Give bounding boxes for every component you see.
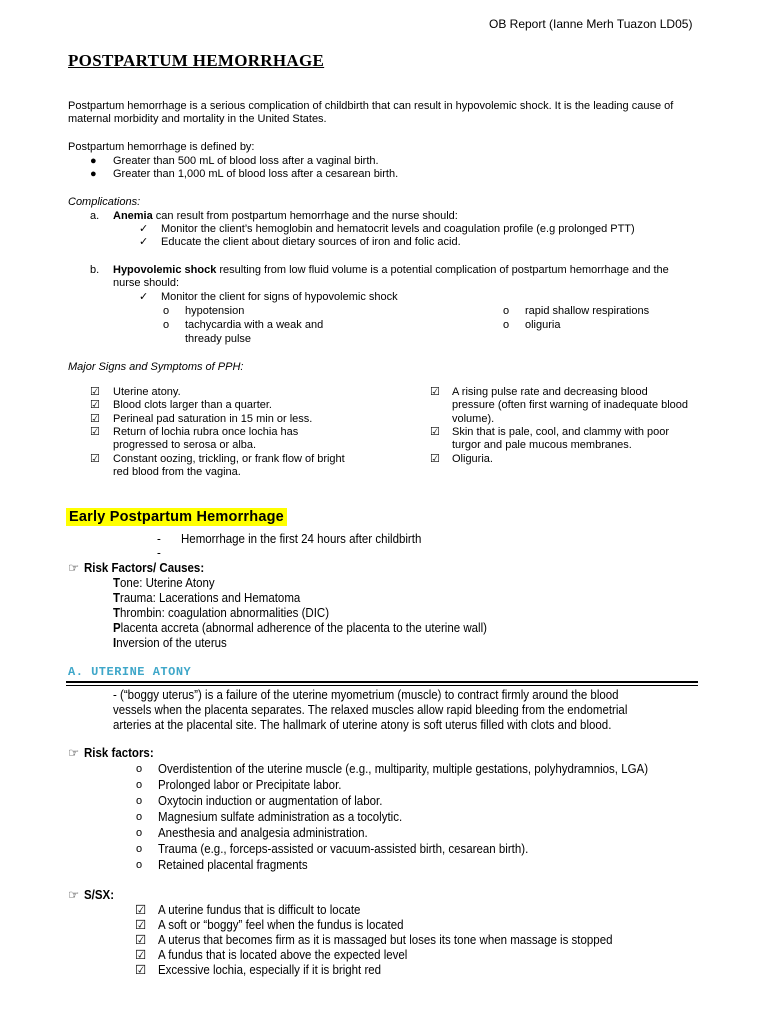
atony-risk-item: Overdistention of the uterine muscle (e.g., multiparity, multiple gestations, polyhydramnios, LGA) xyxy=(158,762,649,776)
sign-item: Oliguria. xyxy=(452,453,493,465)
checkbox-icon: ☑ xyxy=(90,453,100,465)
sign-item: Perineal pad saturation in 15 min or less. xyxy=(113,413,313,425)
circle-bullet-icon: o xyxy=(163,305,170,317)
complication-b-check: Monitor the client for signs of hypovolemic shock xyxy=(161,291,398,303)
atony-risk-item: Magnesium sulfate administration as a tocolytic. xyxy=(158,810,403,824)
complication-a-check: Monitor the client’s hemoglobin and hematocrit levels and coagulation profile (e.g prolonged PTT) xyxy=(161,223,635,235)
complication-b-text: resulting from low fluid volume is a potential complication of postpartum hemorrhage and the xyxy=(216,264,669,276)
atony-risk-item: Retained placental fragments xyxy=(158,858,308,872)
bullet-icon: ● xyxy=(90,155,97,167)
sign-item-cont: red blood from the vagina. xyxy=(113,466,241,478)
list-marker-b: b. xyxy=(90,264,100,276)
checkbox-icon: ☑ xyxy=(90,426,100,438)
complications-label: Complications: xyxy=(68,196,141,208)
cause-letter: P xyxy=(113,621,121,635)
circle-bullet-icon: o xyxy=(136,795,143,807)
shock-sign: oliguria xyxy=(525,319,561,331)
complication-a-term: Anemia xyxy=(113,210,153,222)
risk-factors-label: Risk Factors/ Causes: xyxy=(84,561,205,575)
checkbox-icon: ☑ xyxy=(430,453,440,465)
early-pph-definition: Hemorrhage in the first 24 hours after childbirth xyxy=(181,532,422,546)
cause-letter: T xyxy=(113,606,121,620)
pointing-hand-icon: ☞ xyxy=(68,888,80,902)
checkmark-icon: ✓ xyxy=(139,291,149,303)
sign-item: Skin that is pale, cool, and clammy with poor xyxy=(452,426,670,438)
circle-bullet-icon: o xyxy=(136,827,143,839)
atony-desc-line: arteries at the placental site. The hallmark of uterine atony is soft uterus filled with clots and blood. xyxy=(113,718,612,732)
complication-b-term: Hypovolemic shock xyxy=(113,264,217,276)
sign-item: Constant oozing, trickling, or frank flow of bright xyxy=(113,453,345,465)
checkbox-icon: ☑ xyxy=(135,918,147,932)
circle-bullet-icon: o xyxy=(136,859,143,871)
circle-bullet-icon: o xyxy=(503,319,510,331)
atony-risk-label: Risk factors: xyxy=(84,746,154,760)
sign-item-cont: progressed to serosa or alba. xyxy=(113,439,257,451)
shock-sign: tachycardia with a weak and xyxy=(185,319,324,331)
complication-b xyxy=(113,264,669,277)
definition-item: Greater than 1,000 mL of blood loss after a cesarean birth. xyxy=(113,168,399,180)
cause-letter: T xyxy=(113,591,121,605)
sign-item: Return of lochia rubra once lochia has xyxy=(113,426,299,438)
sign-item-cont: pressure (often first warning of inadequate blood xyxy=(452,399,689,411)
ssx-label: S/SX: xyxy=(84,888,115,902)
checkbox-icon: ☑ xyxy=(430,426,440,438)
ssx-item: Excessive lochia, especially if it is bright red xyxy=(158,963,382,977)
checkmark-icon: ✓ xyxy=(139,236,149,248)
defined-by-label: Postpartum hemorrhage is defined by: xyxy=(68,141,255,153)
checkbox-icon: ☑ xyxy=(135,948,147,962)
atony-risk-item: Trauma (e.g., forceps-assisted or vacuum-assisted birth, cesarean birth). xyxy=(158,842,529,856)
checkbox-icon: ☑ xyxy=(90,386,100,398)
checkbox-icon: ☑ xyxy=(90,399,100,411)
cause-item xyxy=(113,591,300,606)
atony-desc-line: vessels when the placenta separates. The relaxed muscles allow rapid bleeding from the endometrial xyxy=(113,703,628,717)
circle-bullet-icon: o xyxy=(503,305,510,317)
report-header: OB Report (Ianne Merh Tuazon LD05) xyxy=(489,17,693,31)
cause-text: rauma: Lacerations and Hematoma xyxy=(120,591,301,605)
sign-item: Blood clots larger than a quarter. xyxy=(113,399,272,411)
checkbox-icon: ☑ xyxy=(135,903,147,917)
bullet-icon: ● xyxy=(90,168,97,180)
section-rule xyxy=(66,685,698,686)
cause-item xyxy=(113,576,215,591)
atony-risk-item: Prolonged labor or Precipitate labor. xyxy=(158,778,342,792)
intro-line-2: maternal morbidity and mortality in the United States. xyxy=(68,113,327,125)
uterine-atony-heading: A. UTERINE ATONY xyxy=(68,665,192,679)
dash-bullet: - xyxy=(157,532,161,546)
circle-bullet-icon: o xyxy=(136,779,143,791)
ssx-item: A soft or “boggy” feel when the fundus is located xyxy=(158,918,404,932)
circle-bullet-icon: o xyxy=(136,843,143,855)
checkbox-icon: ☑ xyxy=(135,963,147,977)
ssx-item: A fundus that is located above the expected level xyxy=(158,948,408,962)
cause-item xyxy=(113,621,487,636)
shock-sign-cont: thready pulse xyxy=(185,333,252,345)
checkmark-icon: ✓ xyxy=(139,223,149,235)
complication-a-check: Educate the client about dietary sources of iron and folic acid. xyxy=(161,236,461,248)
complication-b-text-2: nurse should: xyxy=(113,277,180,289)
circle-bullet-icon: o xyxy=(136,811,143,823)
cause-letter: T xyxy=(113,576,121,590)
cause-letter: I xyxy=(113,636,117,650)
complication-a xyxy=(113,210,458,223)
definition-item: Greater than 500 mL of blood loss after a vaginal birth. xyxy=(113,155,379,167)
intro-line-1: Postpartum hemorrhage is a serious complication of childbirth that can result in hypovolemic shock. It is the leading cause of xyxy=(68,100,674,112)
complication-a-text: can result from postpartum hemorrhage and the nurse should: xyxy=(152,210,458,222)
cause-item xyxy=(113,636,227,651)
circle-bullet-icon: o xyxy=(163,319,170,331)
section-rule xyxy=(66,681,698,683)
sign-item: Uterine atony. xyxy=(113,386,181,398)
atony-desc-line: - (“boggy uterus”) is a failure of the uterine myometrium (muscle) to contract firmly around the blood xyxy=(113,688,619,702)
shock-sign: hypotension xyxy=(185,305,245,317)
pointing-hand-icon: ☞ xyxy=(68,561,80,575)
list-marker-a: a. xyxy=(90,210,100,222)
sign-item: A rising pulse rate and decreasing blood xyxy=(452,386,648,398)
major-signs-label: Major Signs and Symptoms of PPH: xyxy=(68,361,244,373)
sign-item-cont: turgor and pale mucous membranes. xyxy=(452,439,632,451)
checkbox-icon: ☑ xyxy=(430,386,440,398)
checkbox-icon: ☑ xyxy=(135,933,147,947)
early-pph-heading: Early Postpartum Hemorrhage xyxy=(66,508,287,526)
cause-text: one: Uterine Atony xyxy=(120,576,215,590)
pointing-hand-icon: ☞ xyxy=(68,746,80,760)
page-title: POSTPARTUM HEMORRHAGE xyxy=(68,51,325,70)
cause-item xyxy=(113,606,329,621)
ssx-item: A uterine fundus that is difficult to locate xyxy=(158,903,361,917)
atony-risk-item: Anesthesia and analgesia administration. xyxy=(158,826,368,840)
circle-bullet-icon: o xyxy=(136,763,143,775)
cause-text: lacenta accreta (abnormal adherence of the placenta to the uterine wall) xyxy=(120,621,487,635)
shock-sign: rapid shallow respirations xyxy=(525,305,650,317)
cause-text: nversion of the uterus xyxy=(116,636,227,650)
ssx-item: A uterus that becomes firm as it is massaged but loses its tone when massage is stopped xyxy=(158,933,613,947)
sign-item-cont: volume). xyxy=(452,413,495,425)
checkbox-icon: ☑ xyxy=(90,413,100,425)
cause-text: hrombin: coagulation abnormalities (DIC) xyxy=(120,606,330,620)
dash-bullet: - xyxy=(157,546,161,560)
atony-risk-item: Oxytocin induction or augmentation of labor. xyxy=(158,794,383,808)
